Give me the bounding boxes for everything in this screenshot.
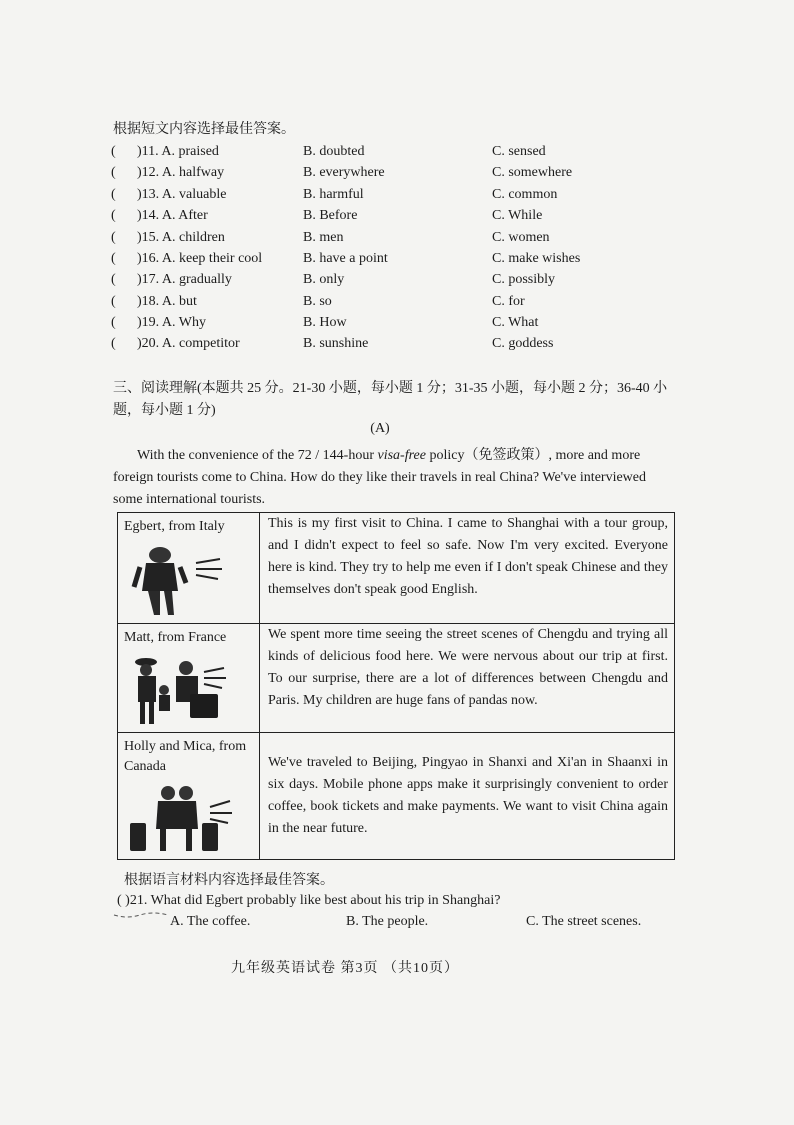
option-a: )13. A. valuable (137, 187, 227, 202)
question-row (111, 208, 711, 228)
option-c: C. sensed (492, 144, 546, 159)
option-a: )19. A. Why (137, 315, 206, 330)
tourist-cell (118, 513, 260, 624)
option-b: B. doubted (303, 144, 365, 159)
interview-text: This is my first visit to China. I came to Shanghai with a tour group, and I didn't expect to feel so safe. Now I'm very excited. Everyone here is kind. They try to help me even if I don't speak Chinese and they themselves don't speak good English. (260, 513, 675, 624)
table-row (118, 624, 675, 733)
answer-bracket: ( (111, 165, 116, 180)
option-b: B. everywhere (303, 165, 385, 180)
option-c: C. possibly (492, 272, 556, 287)
option-c: C. common (492, 187, 558, 202)
option-b: B. so (303, 294, 332, 309)
answer-bracket: ( (111, 336, 116, 351)
tourist-name: Egbert, from Italy (124, 519, 225, 534)
option-a: )18. A. but (137, 294, 197, 309)
question-row (111, 294, 711, 314)
passage-label: (A) (370, 421, 390, 436)
option-a: )11. A. praised (137, 144, 219, 159)
question-21-stem: ( )21. What did Egbert probably like best about his trip in Shanghai? (117, 893, 501, 908)
option-c: C. goddess (492, 336, 554, 351)
tourist-cell (118, 733, 260, 860)
tourist-name: Matt, from France (124, 630, 227, 645)
option-c: C. women (492, 230, 550, 245)
intro-italic: visa-free (377, 448, 426, 463)
option-b: B. sunshine (303, 336, 369, 351)
question-row (111, 251, 711, 271)
answer-bracket: ( (111, 251, 116, 266)
option-a: )17. A. gradually (137, 272, 232, 287)
cloze-instruction: 根据短文内容选择最佳答案。 (113, 122, 295, 137)
question-row (111, 165, 711, 185)
table-row (118, 513, 675, 624)
passage-intro (113, 445, 678, 511)
page-footer: 九年级英语试卷 第3页 （共10页） (231, 961, 459, 976)
family-illustration-icon (124, 654, 236, 728)
couple-illustration-icon (124, 783, 236, 855)
table-row (118, 733, 675, 860)
answer-bracket: ( (111, 294, 116, 309)
question-row (111, 230, 711, 250)
answer-bracket: ( (111, 272, 116, 287)
option-b: B. How (303, 315, 347, 330)
option-c: C. While (492, 208, 543, 223)
option-b: B. only (303, 272, 345, 287)
option-b: B. harmful (303, 187, 364, 202)
traveler-illustration-icon (124, 543, 236, 619)
question-row (111, 144, 711, 164)
answer-bracket: ( (111, 315, 116, 330)
question-21-options (170, 914, 690, 934)
interview-table (117, 512, 675, 860)
option-c: C. The street scenes. (526, 914, 642, 929)
section-title: 三、阅读理解(本题共 25 分。21-30 小题，每小题 1 分；31-35 小题，每小题 2 分；36-40 小题，每小题 1 分) (113, 381, 668, 418)
option-a: A. The coffee. (170, 914, 251, 929)
option-a: )20. A. competitor (137, 336, 240, 351)
answer-bracket: ( (111, 208, 116, 223)
interview-text: We've traveled to Beijing, Pingyao in Shanxi and Xi'an in Shaanxi in six days. Mobile phone apps make it surprisingly convenient to order coffee, book tickets and make payments. We want to visit China again in the near future. (260, 733, 675, 860)
option-b: B. Before (303, 208, 358, 223)
pen-underline-mark-icon (112, 911, 172, 919)
question-instruction: 根据语言材料内容选择最佳答案。 (124, 873, 334, 888)
option-b: B. men (303, 230, 344, 245)
option-c: C. for (492, 294, 525, 309)
option-c: C. make wishes (492, 251, 581, 266)
option-b: B. The people. (346, 914, 429, 929)
option-c: C. What (492, 315, 539, 330)
tourist-name: Holly and Mica, from Canada (124, 739, 247, 774)
intro-part-1: With the convenience of the 72 / 144-hour (137, 448, 378, 463)
option-a: )15. A. children (137, 230, 225, 245)
tourist-cell (118, 624, 260, 733)
option-b: B. have a point (303, 251, 388, 266)
interview-text: We spent more time seeing the street scenes of Chengdu and trying all kinds of delicious food here. We were nervous about our trip at first. To our surprise, there are a lot of differences between Chengdu and Paris. My children are huge fans of pandas now. (260, 624, 675, 733)
question-row (111, 187, 711, 207)
question-row (111, 272, 711, 292)
option-a: )14. A. After (137, 208, 208, 223)
option-a: )16. A. keep their cool (137, 251, 263, 266)
answer-bracket: ( (111, 144, 116, 159)
option-c: C. somewhere (492, 165, 573, 180)
question-row (111, 336, 711, 356)
answer-bracket: ( (111, 187, 116, 202)
option-a: )12. A. halfway (137, 165, 225, 180)
question-row (111, 315, 711, 335)
intro-part-2: policy（免签政策）, more and more foreign tourists come to China. How do they like their travels in real China? We've interviewed some international tourists. (113, 448, 646, 507)
answer-bracket: ( (111, 230, 116, 245)
